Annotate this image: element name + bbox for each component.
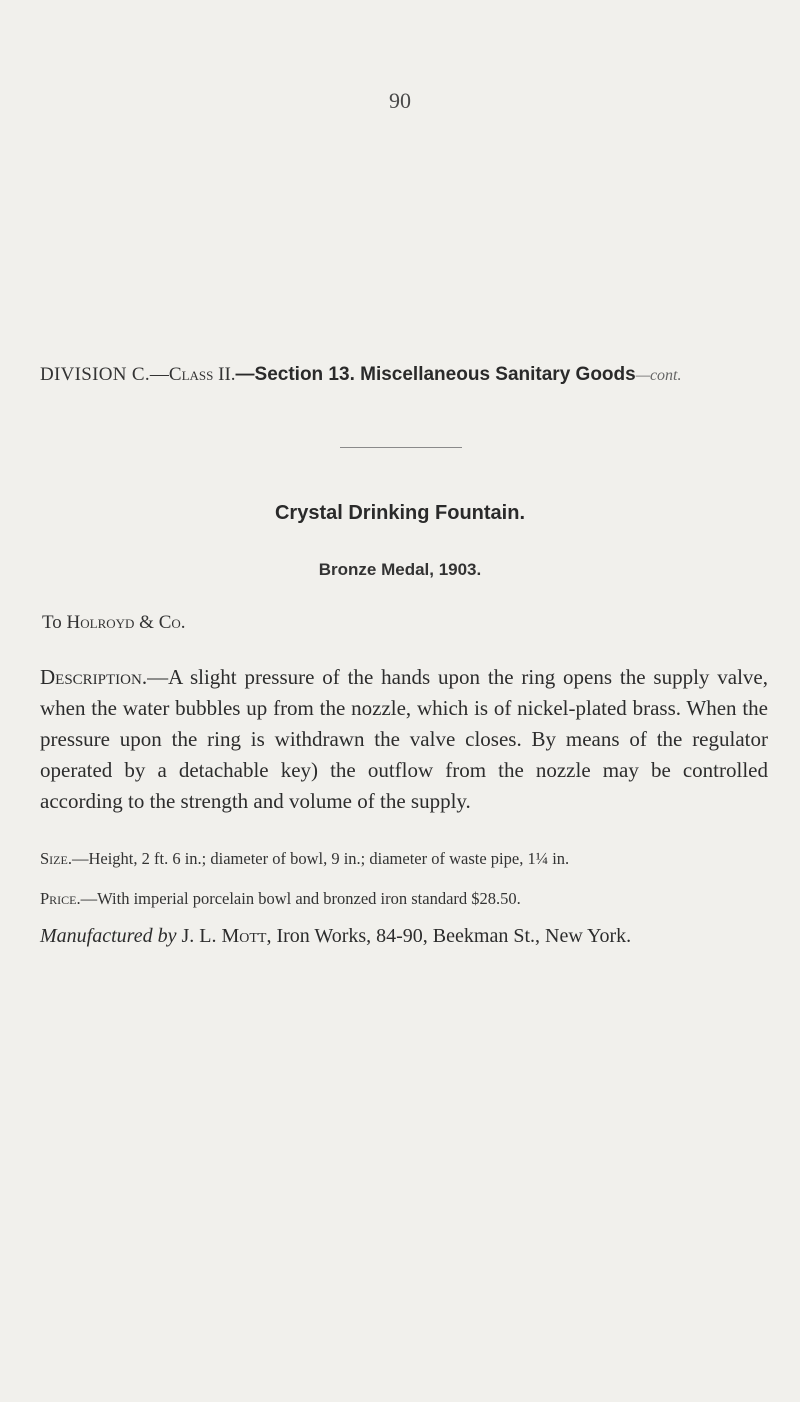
class-label: —Class II. [149,364,236,385]
exhibitor-line [42,612,186,634]
size-text: —Height, 2 ft. 6 in.; diameter of bowl, 9 in.; diameter of waste pipe, 1¼ in. [71,849,570,868]
manufacturer-name: Mott [221,925,267,947]
page-number: 90 [389,88,411,113]
price-lead: Price. [40,889,81,908]
size-line [40,849,780,869]
division-header [40,364,780,386]
description-text: —A slight pressure of the hands upon the ring opens the supply valve, when the water bubbles up from the nozzle, which is of nickel-plated brass. When the pressure upon the ring is withdrawn the valve closes. By means of the regulator operated by a detachable key) the outflow from the nozzle may be controlled according to the strength and volume of the supply. [40,665,768,813]
section-label: —Section 13. Miscellaneous Sanitary Goods [235,364,636,385]
exhibitor-prefix: To [42,612,67,633]
manufacturer-initials: J. L. [176,925,222,947]
size-lead: Size. [40,849,72,868]
price-line [40,889,780,909]
item-title: Crystal Drinking Fountain. [274,502,526,524]
continued-label: —cont. [635,367,682,384]
section-divider [340,447,462,448]
exhibitor-name: Holroyd & Co. [66,612,186,633]
manufacturer-line [40,925,780,948]
division-label: DIVISION C. [40,364,150,385]
manufacturer-address: , Iron Works, 84-90, Beekman St., New York. [266,925,632,947]
price-text: —With imperial porcelain bowl and bronzed iron standard $28.50. [80,889,521,908]
award-label: Bronze Medal, 1903. [318,560,482,579]
description-lead: Description. [40,665,148,689]
manufacturer-prefix: Manufactured by [40,925,177,947]
description-paragraph [40,662,768,817]
